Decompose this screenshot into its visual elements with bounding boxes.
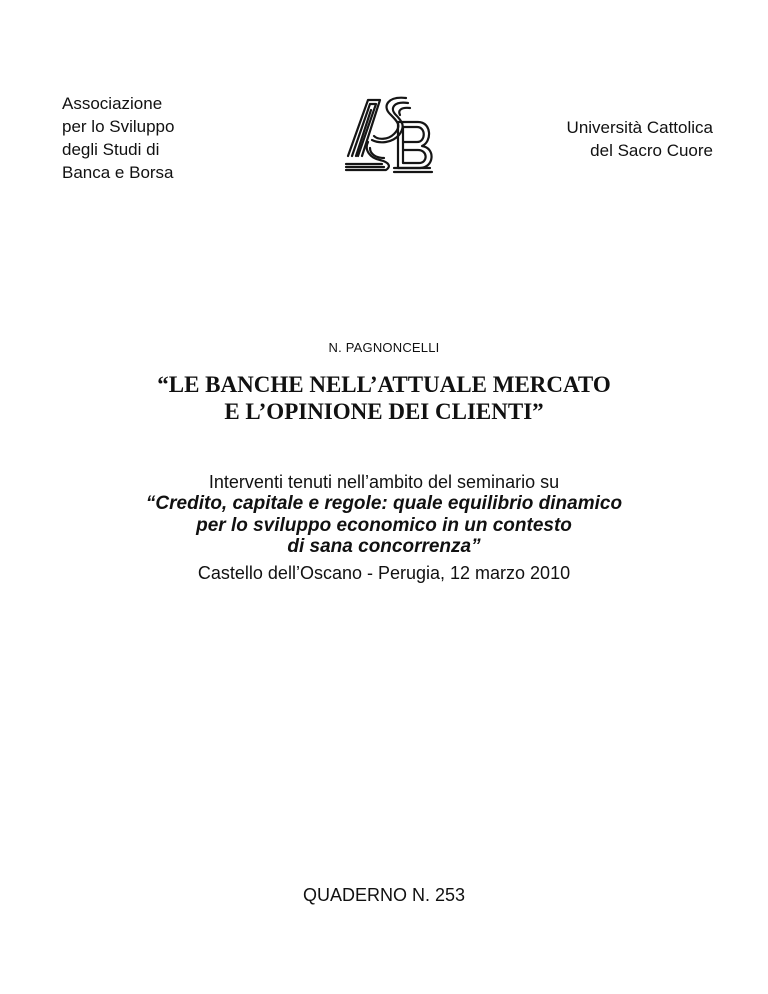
seminar-title	[0, 493, 768, 558]
place-date: Castello dell’Oscano - Perugia, 12 marzo 2010	[197, 563, 571, 583]
association-line: per lo Sviluppo	[62, 117, 175, 136]
author-name: N. PAGNONCELLI	[328, 340, 440, 355]
asbb-logo-icon	[340, 92, 440, 174]
university-line: del Sacro Cuore	[590, 141, 713, 160]
asbb-logo-text: ASBB	[390, 140, 393, 141]
association-line: Banca e Borsa	[62, 163, 174, 182]
title-line: E L’OPINIONE DEI CLIENTI”	[224, 399, 544, 424]
quaderno-number: QUADERNO N. 253	[302, 885, 466, 905]
university-name	[567, 116, 713, 162]
title-line: “LE BANCHE NELL’ATTUALE MERCATO	[157, 372, 611, 397]
intro-text: Interventi tenuti nell’ambito del seminario su	[208, 472, 560, 492]
seminar-line: di sana concorrenza”	[287, 536, 481, 557]
seminar-line: per lo sviluppo economico in un contesto	[196, 514, 572, 536]
document-title	[0, 371, 768, 425]
seminar-line: “Credito, capitale e regole: quale equilibrio dinamico	[145, 493, 623, 514]
association-line: degli Studi di	[62, 140, 160, 159]
association-name	[62, 92, 174, 184]
association-line: Associazione	[62, 94, 163, 113]
university-line: Università Cattolica	[566, 118, 713, 137]
